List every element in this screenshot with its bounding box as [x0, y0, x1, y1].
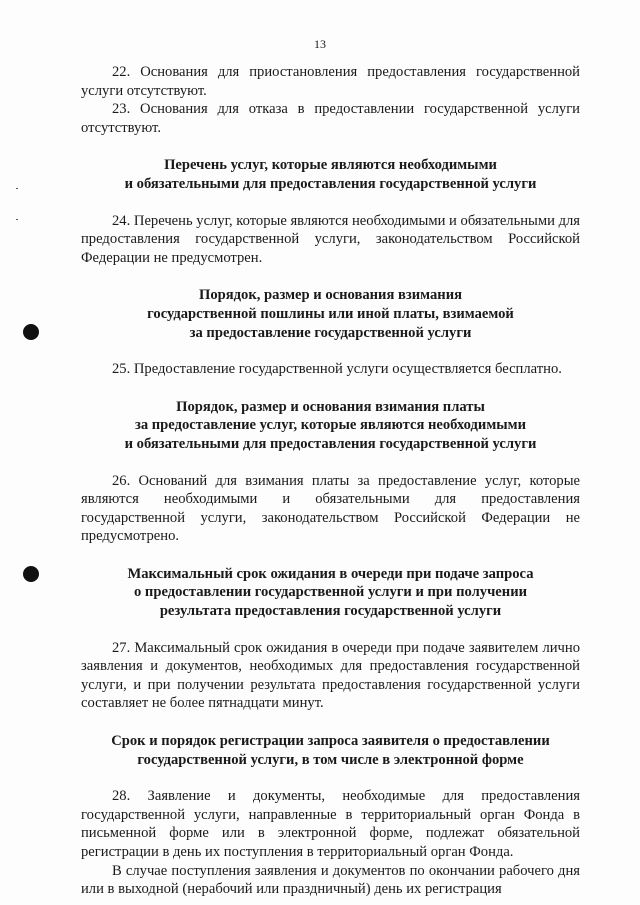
section-heading-line: за предоставление услуг, которые являются необходимыми — [134, 417, 527, 434]
paragraph: 26. Оснований для взимания платы за предоставление услуг, которые являются необходимыми и обязательными для предоставления государственной услуги, законодательством Российской Федерации не предусмотрено. — [81, 472, 580, 545]
section-heading-line: за предоставление государственной услуги — [189, 324, 472, 341]
paragraph: 27. Максимальный срок ожидания в очереди при подаче заявителем лично заявления и документов, необходимых для предоставления государственной услуги, и при получении результата предоставления государственной услуги составляет не более пятнадцати минут. — [81, 639, 580, 712]
section-heading — [81, 156, 580, 193]
paragraph: 25. Предоставление государственной услуги осуществляется бесплатно. — [112, 361, 562, 378]
punch-hole-mark — [23, 324, 39, 340]
paragraph: 22. Основания для приостановления предоставления государственной услуги отсутствуют. — [81, 64, 580, 99]
section-heading-line: государственной пошлины или иной платы, взимаемой — [147, 305, 514, 322]
section-heading — [81, 398, 580, 454]
punch-hole-mark — [23, 566, 39, 582]
page-number: 13 — [314, 37, 326, 51]
section-heading-line: о предоставлении государственной услуги и при получении — [133, 584, 528, 601]
section-heading — [81, 732, 580, 769]
section-heading-line: и обязательными для предоставления государственной услуги — [124, 175, 537, 192]
section-heading-line: государственной услуги, в том числе в электронной форме — [137, 751, 524, 768]
scan-mark — [16, 219, 18, 220]
section-heading-line: Перечень услуг, которые являются необходимыми — [164, 157, 497, 174]
section-heading-line: Порядок, размер и основания взимания платы — [176, 398, 485, 415]
paragraph: В случае поступления заявления и документов по окончании рабочего дня или в выходной (нерабочий или праздничный) день их регистрация — [81, 862, 580, 898]
section-heading-line: Максимальный срок ожидания в очереди при подаче запроса — [127, 565, 534, 582]
section-heading-line: и обязательными для предоставления государственной услуги — [124, 435, 537, 452]
section-heading — [81, 286, 580, 342]
section-heading-line: Срок и порядок регистрации запроса заявителя о предоставлении — [111, 733, 550, 750]
paragraph: 28. Заявление и документы, необходимые для предоставления государственной услуги, направленные в территориальный орган Фонда в письменной форме или в электронной форме, подлежат обязательной регистрации в день их поступления в территориальный орган Фонда. — [81, 788, 580, 860]
section-heading-line: результата предоставления государственной услуги — [159, 603, 502, 620]
paragraph: 23. Основания для отказа в предоставлении государственной услуги отсутствуют. — [81, 101, 580, 136]
section-heading — [81, 565, 580, 621]
document-body — [81, 63, 580, 899]
paragraph: 24. Перечень услуг, которые являются необходимыми и обязательными для предоставления государственной услуги, законодательством Российской Федерации не предусмотрен. — [81, 212, 580, 266]
scan-mark — [16, 188, 18, 189]
section-heading-line: Порядок, размер и основания взимания — [198, 287, 462, 304]
